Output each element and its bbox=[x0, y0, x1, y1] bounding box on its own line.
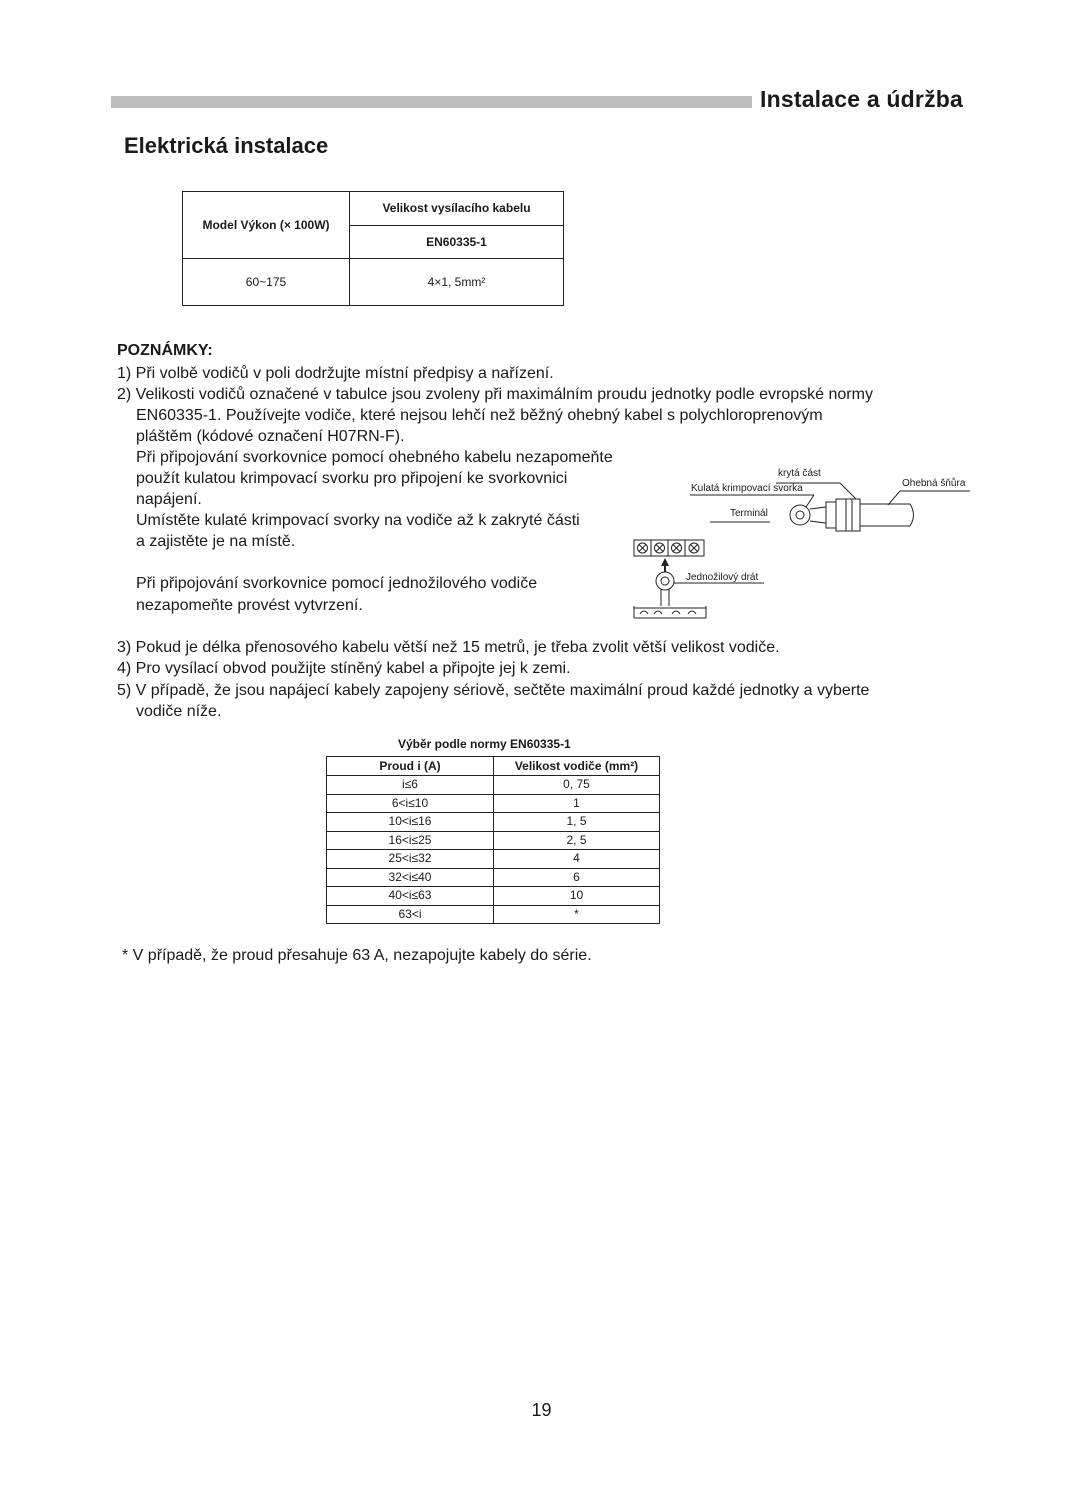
cell-size: 1 bbox=[494, 794, 660, 813]
cell-current: 10<i≤16 bbox=[327, 813, 494, 832]
cell-size: 1, 5 bbox=[494, 813, 660, 832]
selection-table-title: Výběr podle normy EN60335-1 bbox=[398, 737, 571, 751]
label-crimp-terminal: Kulatá krimpovací svorka bbox=[691, 483, 803, 494]
label-covered-part: krytá část bbox=[778, 468, 821, 479]
cell-current: 32<i≤40 bbox=[327, 868, 494, 887]
note-3: 3) Pokud je délka přenosového kabelu větší než 15 metrů, je třeba zvolit větší velikost vodiče. bbox=[117, 639, 780, 656]
notes-title: POZNÁMKY: bbox=[117, 342, 213, 359]
spec-table bbox=[182, 191, 564, 306]
selection-col-current: Proud i (A) bbox=[327, 757, 494, 776]
cell-current: i≤6 bbox=[327, 776, 494, 795]
cell-current: 63<i bbox=[327, 905, 494, 924]
table-row bbox=[327, 850, 660, 869]
wiring-diagram bbox=[630, 462, 975, 622]
header-bar bbox=[111, 96, 752, 108]
cell-current: 40<i≤63 bbox=[327, 887, 494, 906]
cell-current: 16<i≤25 bbox=[327, 831, 494, 850]
spec-col2-header: Velikost vysílacího kabelu bbox=[350, 192, 564, 226]
cell-current: 6<i≤10 bbox=[327, 794, 494, 813]
table-row bbox=[327, 831, 660, 850]
note-2-line-10: nezapomeňte provést vytvrzení. bbox=[136, 597, 363, 614]
note-2-line-3: pláštěm (kódové označení H07RN-F). bbox=[136, 428, 405, 445]
cell-size: 0, 75 bbox=[494, 776, 660, 795]
note-5-line-1: 5) V případě, že jsou napájecí kabely zapojeny sériově, sečtěte maximální proud každé jednotky a vyberte bbox=[117, 682, 870, 699]
table-row bbox=[327, 776, 660, 795]
note-2-line-5: použít kulatou krimpovací svorku pro připojení ke svorkovnici bbox=[136, 470, 568, 487]
label-flexible-cord: Ohebná šňůra bbox=[902, 478, 966, 489]
spec-row-size: 4×1, 5mm² bbox=[350, 259, 564, 306]
spec-row-model: 60~175 bbox=[183, 259, 350, 306]
note-2-line-9: Při připojování svorkovnice pomocí jednožilového vodiče bbox=[136, 575, 538, 592]
table-row bbox=[327, 905, 660, 924]
note-4: 4) Pro vysílací obvod použijte stíněný kabel a připojte jej k zemi. bbox=[117, 660, 571, 677]
note-1: 1) Při volbě vodičů v poli dodržujte místní předpisy a nařízení. bbox=[117, 365, 554, 382]
table-row bbox=[327, 887, 660, 906]
note-2-line-7: Umístěte kulaté krimpovací svorky na vodiče až k zakryté části bbox=[136, 512, 580, 529]
cell-size: 6 bbox=[494, 868, 660, 887]
note-2-line-8: a zajistěte je na místě. bbox=[136, 533, 296, 550]
page-number: 19 bbox=[531, 1400, 552, 1420]
cell-size: 10 bbox=[494, 887, 660, 906]
spec-col1-header: Model Výkon (× 100W) bbox=[183, 192, 350, 259]
note-2-line-2: EN60335-1. Používejte vodiče, které nejsou lehčí než běžný ohebný kabel s polychloroprenovým bbox=[136, 407, 823, 424]
cell-current: 25<i≤32 bbox=[327, 850, 494, 869]
spec-col2-subheader: EN60335-1 bbox=[350, 225, 564, 259]
selection-table bbox=[326, 756, 660, 924]
selection-col-size: Velikost vodiče (mm²) bbox=[494, 757, 660, 776]
footnote: * V případě, že proud přesahuje 63 A, nezapojujte kabely do série. bbox=[122, 947, 592, 964]
note-5-line-2: vodiče níže. bbox=[136, 703, 222, 720]
section-title: Elektrická instalace bbox=[124, 133, 329, 158]
table-row bbox=[327, 794, 660, 813]
table-row bbox=[327, 813, 660, 832]
label-terminal: Terminál bbox=[730, 508, 768, 519]
cell-size: 4 bbox=[494, 850, 660, 869]
cell-size: * bbox=[494, 905, 660, 924]
table-row bbox=[327, 868, 660, 887]
cell-size: 2, 5 bbox=[494, 831, 660, 850]
note-2-line-4: Při připojování svorkovnice pomocí ohebného kabelu nezapomeňte bbox=[136, 449, 613, 466]
note-2-line-6: napájení. bbox=[136, 491, 202, 508]
label-solid-wire: Jednožilový drát bbox=[686, 572, 759, 583]
header-title: Instalace a údržba bbox=[760, 86, 964, 112]
note-2-line-1: 2) Velikosti vodičů označené v tabulce jsou zvoleny při maximálním proudu jednotky podle evropské normy bbox=[117, 386, 873, 403]
